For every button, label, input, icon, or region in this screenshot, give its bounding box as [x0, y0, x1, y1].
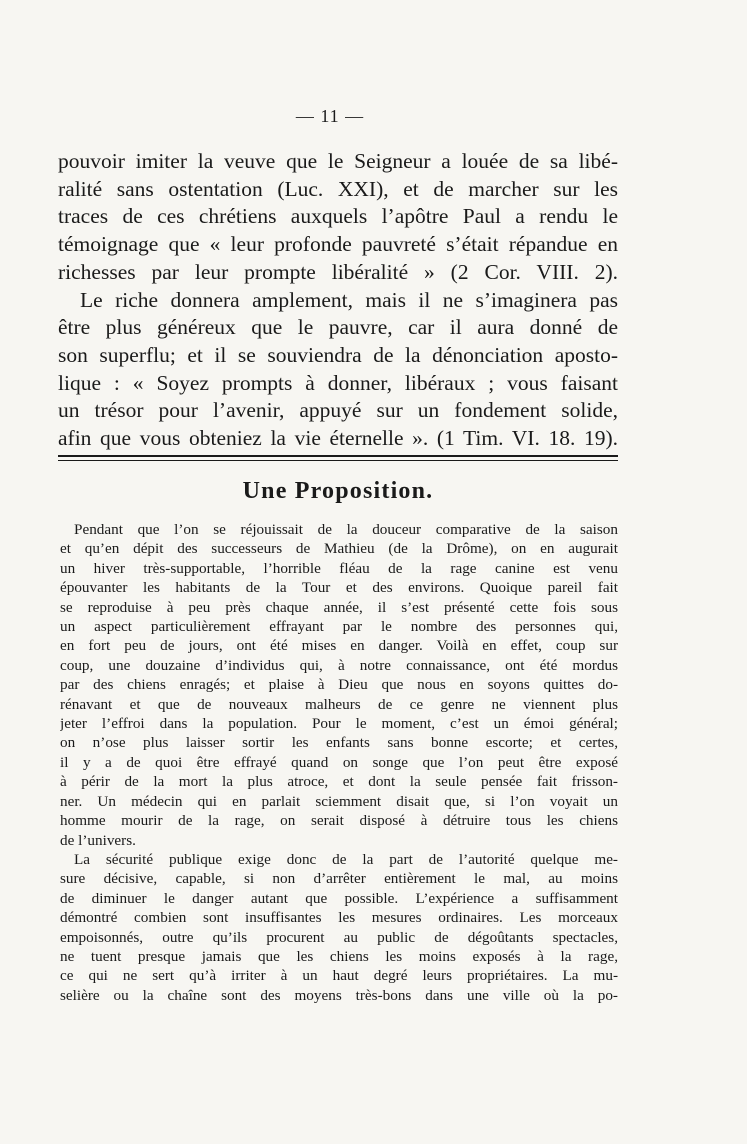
- text-line: ner. Un médecin qui en parlait sciemment disait que, si l’on voyait un: [60, 792, 618, 810]
- text-line: ce qui ne sert qu’à irriter à un haut degré leurs propriétaires. La mu-: [60, 967, 618, 985]
- section-rule: [58, 455, 618, 457]
- section-heading: Une Proposition.: [242, 478, 434, 504]
- text-line: et qu’en dépit des successeurs de Mathieu (de la Drôme), on en augurait: [60, 540, 618, 558]
- text-line: pouvoir imiter la veuve que le Seigneur a louée de sa libé-: [58, 149, 618, 173]
- text-line: de diminuer le danger autant que possible. L’expérience a suffisamment: [60, 889, 618, 907]
- upper-text-block: [58, 148, 618, 453]
- text-line: son superflu; et il se souviendra de la dénonciation aposto-: [58, 342, 618, 367]
- text-line: traces de ces chrétiens auxquels l’apôtre Paul a rendu le: [58, 204, 618, 229]
- text-line: de l’univers.: [60, 831, 136, 849]
- text-line: rénavant et que de nouveaux malheurs de ce genre ne viennent plus: [60, 695, 618, 713]
- text-line: il y a de quoi être effrayé quand on songe que l’on peut être exposé: [60, 753, 618, 771]
- text-line: démontré combien sont insuffisantes les mesures ordinaires. Les morceaux: [60, 909, 618, 927]
- text-line: ralité sans ostentation (Luc. XXI), et de marcher sur les: [58, 176, 618, 201]
- text-line: La sécurité publique exige donc de la part de l’autorité quelque me-: [74, 850, 618, 868]
- page-number: — 11 —: [295, 106, 365, 126]
- text-line: coup, une douzaine d’individus qui, à notre connaissance, ont été mordus: [60, 656, 618, 674]
- text-line: épouvanter les habitants de la Tour et des environs. Quoique pareil fait: [60, 579, 618, 597]
- text-line: être plus généreux que le pauvre, car il aura donné de: [58, 315, 618, 340]
- text-line: selière ou la chaîne sont des moyens très-bons dans une ville où la po-: [60, 986, 618, 1004]
- text-line: jeter l’effroi dans la population. Pour le moment, c’est un émoi général;: [60, 715, 618, 733]
- lower-text-block: [60, 520, 618, 1005]
- text-line: sure décisive, capable, si non d’arrêter entièrement le mal, au moins: [60, 870, 618, 888]
- text-line: en fort peu de jours, ont été mises en danger. Voilà en effet, coup sur: [60, 637, 618, 655]
- text-line: lique : « Soyez prompts à donner, libéraux ; vous faisant: [58, 370, 618, 395]
- text-line: homme mourir de la rage, on serait disposé à détruire tous les chiens: [60, 812, 618, 830]
- text-line: à périr de la mort la plus atroce, et dont la seule pensée fait frisson-: [60, 773, 618, 791]
- text-line: un aspect particulièrement effrayant par le nombre des personnes qui,: [60, 618, 618, 636]
- text-line: témoignage que « leur profonde pauvreté s’était répandue en: [58, 232, 618, 257]
- text-line: empoisonnés, outre qu’ils procurent au public de dégoûtants spectacles,: [60, 928, 618, 946]
- text-line: par des chiens enragés; et plaise à Dieu que nous en soyons quittes do-: [60, 676, 618, 694]
- text-line: richesses par leur prompte libéralité » (2 Cor. VIII. 2).: [58, 259, 618, 284]
- text-line: se reproduise à peu près chaque année, il s’est présenté cette fois sous: [60, 598, 618, 616]
- text-line: un trésor pour l’avenir, appuyé sur un fondement solide,: [58, 398, 618, 423]
- text-line: un hiver très-supportable, l’horrible fléau de la rage canine est venu: [60, 559, 618, 577]
- text-line: afin que vous obteniez la vie éternelle ». (1 Tim. VI. 18. 19).: [58, 426, 618, 451]
- section-rule: [58, 460, 618, 461]
- text-line: Le riche donnera amplement, mais il ne s’imaginera pas: [80, 287, 618, 312]
- text-line: on n’ose plus laisser sortir les enfants sans bonne escorte; et certes,: [60, 734, 618, 752]
- text-line: ne tuent presque jamais que les chiens les moins exposés à la rage,: [60, 947, 618, 965]
- text-line: Pendant que l’on se réjouissait de la douceur comparative de la saison: [74, 521, 618, 538]
